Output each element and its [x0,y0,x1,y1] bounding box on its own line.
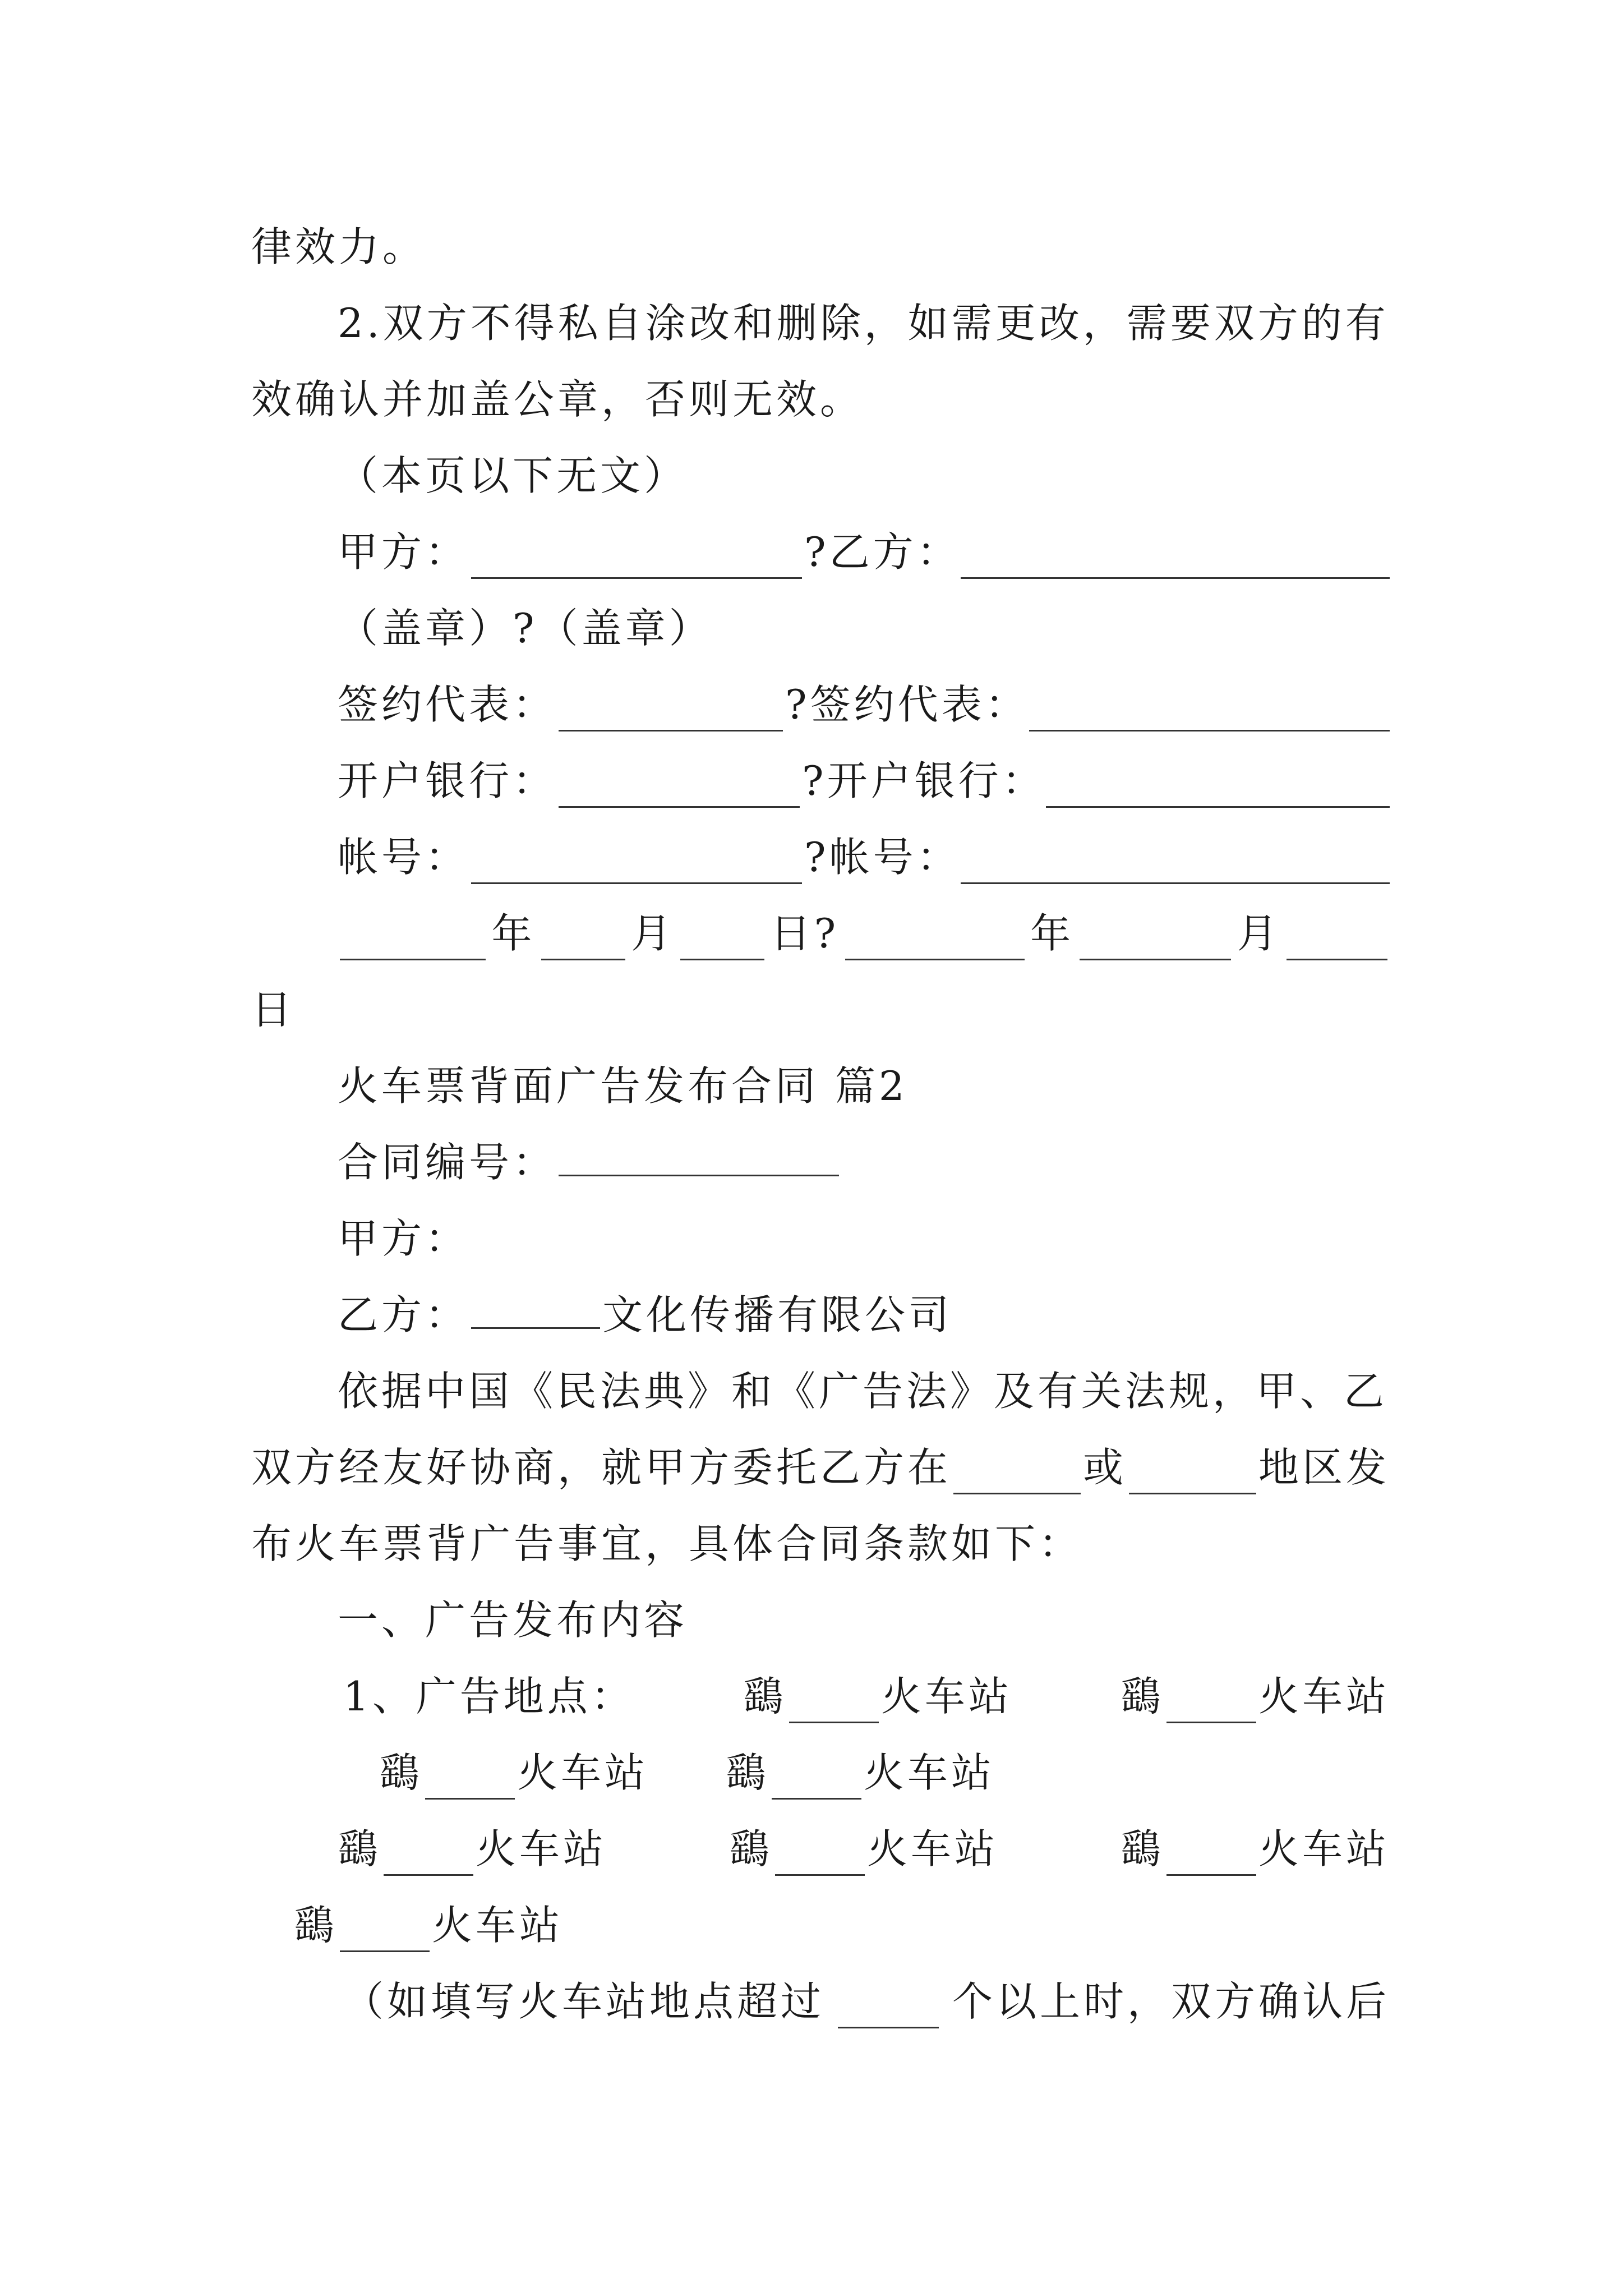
station-suffix: 火车站 [432,1902,564,1949]
rep-b-label: ?签约代表： [785,681,1029,728]
region-2-blank [1129,1453,1256,1494]
account-row [338,830,1390,884]
station-blank [775,1835,865,1876]
station-entry [1121,1669,1390,1723]
rep-b-blank-wrap [1029,691,1390,731]
station-blank [425,1759,515,1800]
party-b-company-blank [471,1288,600,1329]
account-b-blank-wrap [961,843,1390,884]
p1b-text-1: 双方经友好协商，就甲方委托乙方在 [251,1444,952,1491]
contract-number-label: 合同编号： [338,1139,557,1186]
paragraph-last-line [343,1975,1390,2028]
p1b-text-3: 地区发 [1258,1444,1390,1491]
clause-2-line-1: 2.双方不得私自涂改和删除，如需更改，需要双方的有 [338,300,1389,347]
section-1-heading: 一、广告发布内容 [338,1596,688,1644]
station-blank [772,1759,861,1800]
account-b-label: ?帐号： [804,834,961,881]
day-a-label: 日? [770,910,840,957]
bank-a-label: 开户银行： [338,757,557,804]
region-1-blank [953,1453,1081,1494]
station-entry [726,1746,995,1800]
station-entry [379,1746,648,1800]
station-prefix: 鷂 [294,1902,338,1949]
month-b-blank [1080,919,1231,960]
account-a-label: 帐号： [338,834,469,881]
no-text-below-note: （本页以下无文） [338,452,688,499]
location-label: 1、广告地点： [343,1673,635,1720]
station-suffix: 火车站 [1258,1825,1390,1872]
station-blank [789,1682,879,1723]
year-b-label: 年 [1030,910,1074,957]
station-suffix: 火车站 [863,1749,995,1796]
year-b-blank [845,919,1025,960]
station-prefix: 鷂 [1120,1673,1164,1720]
bank-b-blank-wrap [1046,767,1390,808]
station-suffix: 火车站 [517,1749,649,1796]
bank-b-label: ?开户银行： [802,757,1046,804]
station-prefix: 鷂 [725,1749,769,1796]
station-entry [729,1822,998,1876]
party-b-blank [961,538,1390,579]
text-line: 律效力。 [251,223,427,270]
year-a-label: 年 [491,910,536,957]
station-prefix: 鷂 [743,1673,787,1720]
station-suffix: 火车站 [476,1825,607,1872]
paragraph-1-line-2 [251,1441,1390,1494]
location-row-4 [294,1898,1432,1952]
party-b-company-suffix: 文化传播有限公司 [602,1291,953,1338]
party-b-label: ?乙方： [804,528,961,576]
bank-b-blank [1046,767,1390,808]
year-a-blank [340,919,486,960]
rep-a-blank [559,691,783,731]
contract-number-row [338,1135,1390,1189]
rep-a-label: 签约代表： [338,681,557,728]
paragraph-1-line-1: 依据中国《民法典》和《广告法》及有关法规，甲、乙 [338,1368,1388,1415]
party-b-heading-label: 乙方： [338,1291,469,1338]
party-a-blank [471,538,802,579]
day-label-wrap: 日 [251,986,296,1033]
contract-number-blank [559,1135,839,1176]
date-row [338,907,1390,960]
account-b-blank [961,843,1390,884]
p-last-text-1: （如填写火车站地点超过 [343,1978,825,2025]
rep-b-blank [1029,691,1390,731]
bank-row [338,754,1390,808]
station-blank [384,1835,473,1876]
station-entry [743,1669,1012,1723]
clause-2-line-2: 效确认并加盖公章，否则无效。 [251,376,864,423]
station-suffix: 火车站 [867,1825,999,1872]
representative-row [338,678,1390,731]
station-prefix: 鷂 [338,1825,382,1872]
station-prefix: 鷂 [379,1749,423,1796]
party-b-heading-row [338,1288,1390,1342]
signature-parties-row [338,525,1390,579]
party-a-heading: 甲方： [338,1215,469,1262]
station-entry [294,1898,563,1952]
location-row-1 [343,1669,1390,1723]
station-entry [1121,1822,1390,1876]
station-blank [340,1911,430,1952]
paragraph-1-line-3: 布火车票背广告事宜，具体合同条款如下： [251,1520,1083,1567]
day-a-blank [680,919,764,960]
station-suffix: 火车站 [880,1673,1012,1720]
station-prefix: 鷂 [728,1825,773,1872]
station-entry [338,1822,607,1876]
p1b-text-2: 或 [1082,1444,1127,1491]
p-last-text-2: 个以上时，双方确认后 [952,1978,1390,2025]
station-count-blank [838,1987,939,2028]
day-b-blank [1287,919,1387,960]
month-b-label: 月 [1237,910,1281,957]
station-suffix: 火车站 [1258,1673,1390,1720]
contract-title: 火车票背面广告发布合同 篇2 [338,1062,908,1110]
station-prefix: 鷂 [1120,1825,1164,1872]
month-a-blank [541,919,625,960]
location-row-2 [379,1746,996,1800]
seal-line: （盖章）?（盖章） [338,605,713,652]
party-b-blank-wrap [961,538,1390,579]
month-a-label: 月 [631,910,675,957]
location-row-3 [338,1822,1390,1876]
station-blank [1166,1835,1256,1876]
account-a-blank [471,843,802,884]
party-a-label: 甲方： [338,528,469,576]
bank-a-blank [559,767,800,808]
station-blank [1166,1682,1256,1723]
